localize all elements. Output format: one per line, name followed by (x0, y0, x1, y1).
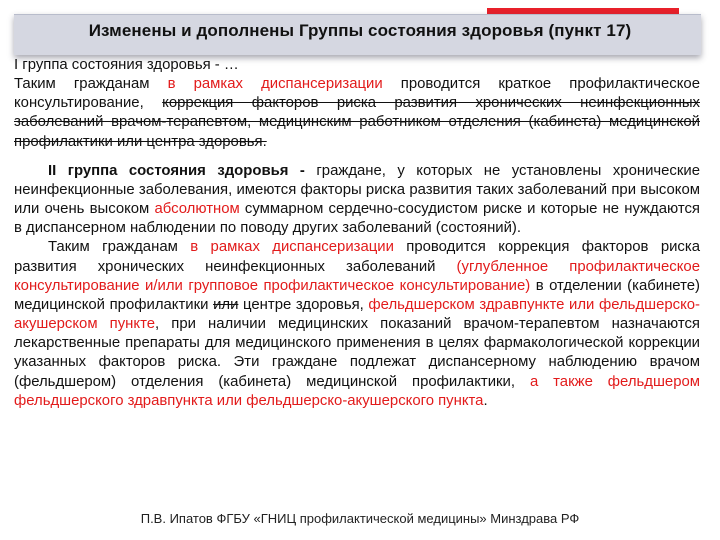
group2-added-text: (углубленное профилактическое консультирование и/или групповое профилактическое консультирование) (14, 258, 700, 294)
footer-credit: П.В. Ипатов ФГБУ «ГНИЦ профилактической медицины» Минздрава РФ (140, 511, 580, 526)
group2-text: Таким гражданам (48, 239, 191, 256)
group2-added-text: а также фельдшером фельдшерского здравпункта или фельдшерско-акушерского пункта (14, 373, 700, 409)
group1-heading: I группа состояния здоровья - … (14, 57, 239, 73)
group2-text: проводится коррекция факторов риска развития хронических неинфекционных заболеваний (14, 239, 700, 275)
group2-text: , при наличии медицинских показаний врачом-терапевтом назначаются лекарственные препараты для медицинского применения в целях фармакологической коррекции указанных факторов риска. Эти граждане подлежат диспансерному наблюдению врачом (фельдшером) отделения (кабинета) медицинской профилактики, (14, 316, 700, 390)
page-title: Изменены и дополнены Группы состояния здоровья (пункт 17) (88, 21, 632, 40)
group1-text: проводится краткое профилактическое консультирование, (14, 76, 700, 112)
group2-added-text: абсолютном (154, 201, 240, 218)
group2-text: центре здоровья, (238, 296, 369, 313)
group2-text: граждане, у которых не установлены хронические неинфекционные заболевания, имеются факторы риска развития таких заболеваний при высоком или очень высоком (14, 162, 700, 218)
group2-measures-paragraph (14, 238, 700, 410)
group1-paragraph (14, 75, 700, 152)
group2-added-text: в рамках диспансеризации (190, 239, 394, 256)
group1-deleted-text: коррекция факторов риска развития хронических неинфекционных заболеваний врачом-терапевтом, медицинским работником отделения (кабинета) медицинской профилактики или центра здоровья. (14, 95, 700, 150)
group2-text: в отделении (кабинете) медицинской профилактики (14, 277, 700, 313)
group2-added-text: фельдшерском здравпункте или фельдшерско-акушерском пункте (14, 296, 701, 333)
group1-text: Таким гражданам (14, 76, 168, 93)
document-body (14, 56, 700, 411)
group2-text: суммарном сердечно-сосудистом риске и которые не нуждаются в диспансерном наблюдении по поводу других заболеваний (состояний). (14, 201, 700, 237)
group1-added-text: в рамках диспансеризации (167, 76, 383, 93)
group2-deleted-text: или (213, 296, 239, 313)
group2-paragraph (14, 162, 700, 239)
group2-heading: II группа состояния здоровья - (48, 162, 305, 179)
group2-text: . (483, 392, 488, 409)
